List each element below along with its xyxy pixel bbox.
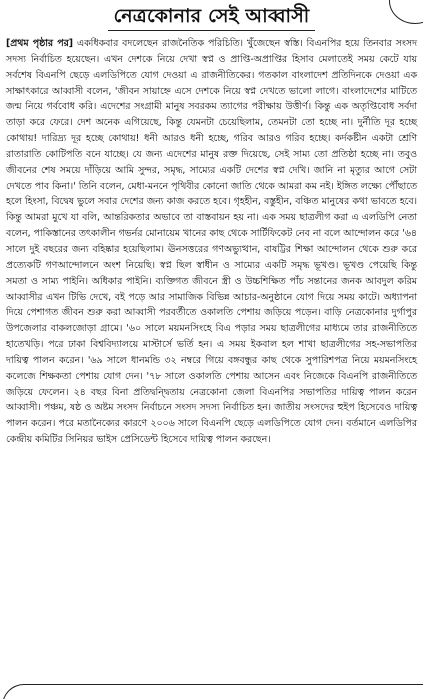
continuation-tag: [প্রথম পৃষ্ঠার পর] (6, 38, 74, 49)
decorative-bottom-frame (2, 684, 423, 699)
article-paragraph (6, 36, 417, 448)
headline-underline (108, 30, 315, 31)
article-body (6, 36, 417, 687)
paragraph-text: একধিকবার বদলেছেন রাজনৈতিক পরিচিতি। খুঁজেছেন স্বস্তি। বিএনপির হয়ে তিনবার সংসদ সদস্য নির্বাচিত হয়েছেন। এখন দেশকে নিয়ে দেখা স্বপ্ন ও প্রাপ্তি-অপ্রাপ্তির হিসাব মেলাতেই সময় কেটে যায় সর্বশেষ বিএনপি ছেড়ে এলডিপিতে যোগ দেওয়া এ রাজনীতিকের। গতকাল বাংলাদেশ প্রতিদিনকে দেওয়া এক সাক্ষাৎকারে আব্বাসী বলেন, 'জীবন সায়াহ্নে এসে দেশকে নিয়ে স্বপ্ন দেখতে ভালো লাগে। বাংলাদেশের মাটিতে জন্ম নিয়ে গর্ববোধ করি। এদেশের সংগ্রামী মানুষ সবরকম ত্যাগের পরীক্ষায় উত্তীর্ণ। কিন্তু এক অতৃপ্তিবোধ সর্বদা তাড়া করে ফেরে। দেশ অনেক এগিয়েছে, কিন্তু যেমনটা চেয়েছিলাম, তেমনটা তো হচ্ছে না। দুর্নীতি দূর হচ্ছে কোথায়! দারিদ্র্য দূর হচ্ছে কোথায়! ধনী আরও ধনী হচ্ছে, গরিব আরও গরিব হচ্ছে। কর্দকষ্টীন একটা শ্রেণি রাতারাতি কোটিপতি বনে যাচ্ছে। যে জন্য এদেশের মানুষ রক্ত দিয়েছে, সেই সাম্য তো প্রতিষ্ঠা হচ্ছে না। তবুও জীবনের শেষ সময়ে দাঁড়িয়ে আমি সুন্দর, সমৃদ্ধ, সাম্যের একটি দেশের স্বপ্ন দেখি। জানি না মৃত্যুর আগে সেটা দেখতে পাব কিনা।' তিনি বলেন, মেধা-মননে পৃথিবীর কোনো জাতি থেকে আমরা কম নই। ইঙ্গিত লক্ষ্যে পৌঁছাতে হলে হিংসা, বিদ্বেষ ভুলে সবার দেশের জন্য কাজ করতে হবে। গৃহহীন, বস্তুহীন, বঞ্চিত মানুষের কথা ভাবতে হবে। কিন্তু আমরা মুখে যা বলি, আন্তরিকতার অভাবে তা বাস্তবায়ন হয় না। এক সময় ছাত্রলীগ করা এ এলডিপি নেতা বলেন, পাকিস্তানের তৎকালীন গভর্নর মোনায়েম খানের কাছ থেকে সার্টিফিকেট নেব না বলে আন্দোলন করে '৬৪ সালে দুই বছরের জন্য বহিষ্কার হয়েছিলাম। ঊনসত্তরের গণঅভ্যুত্থান, বাষট্টির শিক্ষা আন্দোলন থেকে শুরু করে প্রত্যেকটি গণআন্দোলনে অংশ নিয়েছি। স্বপ্ন ছিল স্বাধীন ও সাম্যের একটি সমৃদ্ধ ভূখণ্ড। ভূখণ্ড পেয়েছি কিন্তু সমতা ও সাম্য পাইনি। অধিকার পাইনি। ব্যক্তিগত জীবনে স্ত্রী ও উচ্চশিক্ষিত পাঁচ সন্তানের জনক আবদুল করিম আব্বাসীর এখন টিভি দেখে, বই পড়ে আর সামাজিক বিভিন্ন আচার-অনুষ্ঠানে যোগ দিয়ে সময় কাটে। অধ্যাপনা দিয়ে পেশাগত জীবন শুরু করা আব্বাসী পরবর্তীতে ওকালতি পেশায় জড়িয়ে পড়েন। বাড়ি নেত্রকোনার দুর্গাপুর উপজেলার বাকলজোড়া গ্রামে। '৬০ সালে ময়মনসিংহে বিএ পড়ার সময় ছাত্রলীগের মাধ্যমে তার রাজনীতিতে হাতেখড়ি। পরে ঢাকা বিশ্ববিদ্যালয়ে মাস্টার্সে ভর্তি হন। এ সময় ইকবাল হল শাখা ছাত্রলীগের সহ-সভাপতির দায়িত্ব পালন করেন। '৬৯ সালে ধানমন্ডি ৩২ নম্বরে গিয়ে বঙ্গবন্ধুর কাছ থেকে সুপারিশপত্র নিয়ে ময়মনসিংহে কলেজে শিক্ষকতা পেশায় যোগ দেন। '৭৮ সালে ওকালতি পেশায় আসেন এবং নিজেকে বিএনপি রাজনীতিতে জড়িয়ে ফেলেন। ২৪ বছর বিনা প্রতিদ্বন্দ্বিতায় নেত্রকোনা জেলা বিএনপির সভাপতির দায়িত্ব পালন করেন আব্বাসী। পঞ্চম, ষষ্ঠ ও অষ্টম সংসদ নির্বাচনে সংসদ সদস্য নির্বাচিত হন। জাতীয় সংসদের হুইপ হিসেবেও দায়িত্ব পালন করেন। পরে মতানৈক্যের কারণে ২০০৬ সালে বিএনপি ছেড়ে এলডিপিতে যোগ দেন। বর্তমানে এলডিপির কেন্দ্রীয় কমিটির সিনিয়র ভাইস প্রেসিডেন্ট হিসেবে দায়িত্ব পালন করছেন। (6, 38, 417, 446)
article-headline: নেত্রকোনার সেই আব্বাসী (113, 5, 310, 27)
